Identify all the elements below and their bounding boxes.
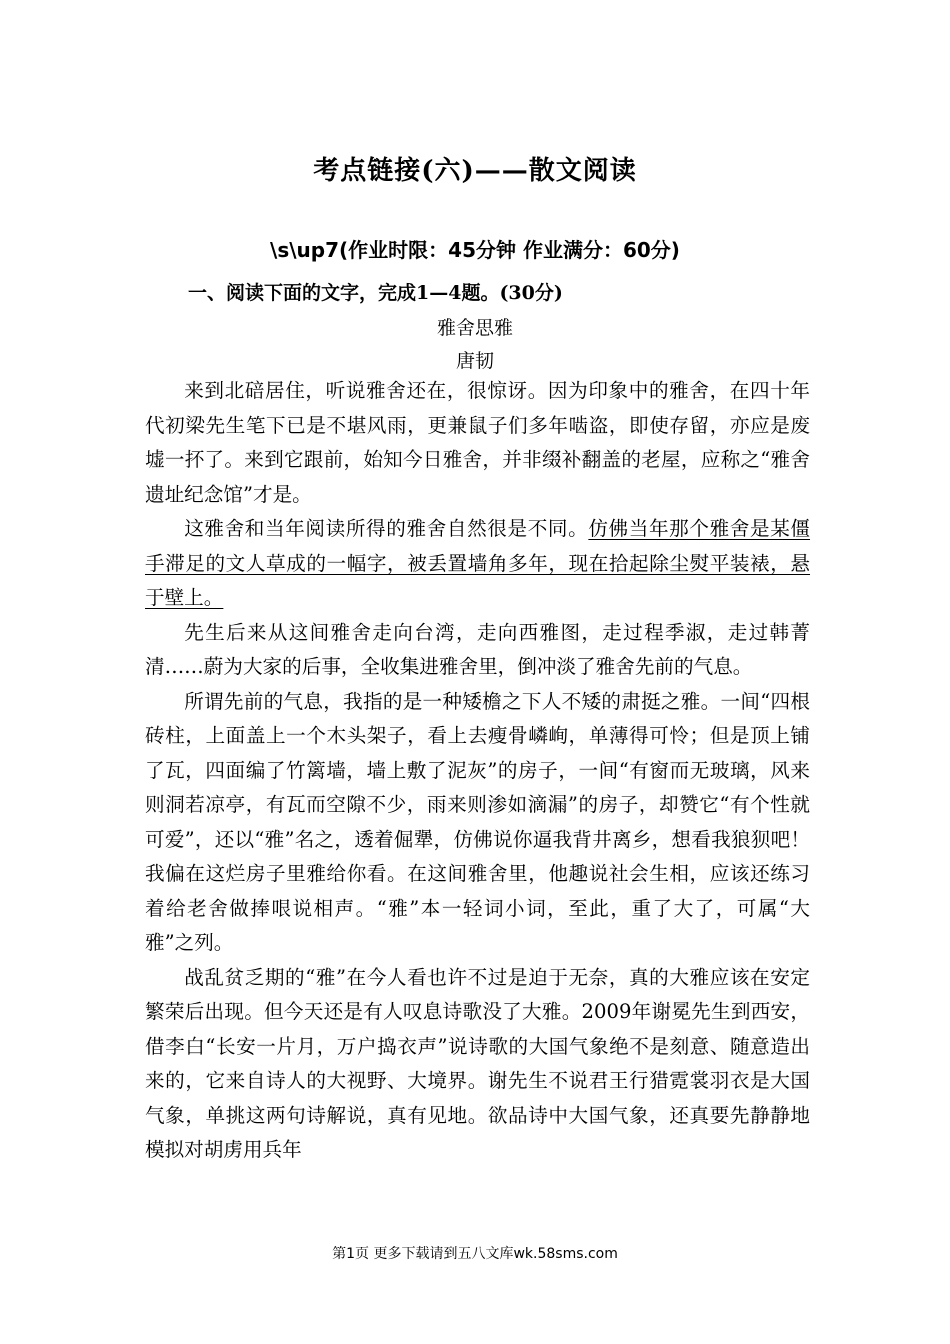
section-instruction: 一、阅读下面的文字，完成1—4题。(30分)	[188, 282, 563, 304]
underlined-sentence: 仿佛当年那个雅舍是某僵手滞足的文人草成的一幅字，被丢置墙角多年，现在拾起除尘熨平装裱，悬于壁上。	[145, 517, 811, 609]
paragraph-3: 先生后来从这间雅舍走向台湾，走向西雅图，走过程季淑，走过韩菁清……蔚为大家的后事，全收集进雅舍里，倒冲淡了雅舍先前的气息。	[145, 620, 810, 678]
assignment-info: \s\up7(作业时限：45分钟 作业满分：60分)	[270, 238, 680, 262]
paragraph-2-text: 这雅舍和当年阅读所得的雅舍自然很是不同。	[184, 517, 589, 540]
essay-author: 唐韧	[455, 350, 494, 372]
paragraph-1: 来到北碚居住，听说雅舍还在，很惊讶。因为印象中的雅舍，在四十年代初梁先生笔下已是不堪风雨，更兼鼠子们多年啮盗，即使存留，亦应是废墟一抔了。来到它跟前，始知今日雅舍，并非缀补翻盖的老屋，应称之“雅舍遗址纪念馆”才是。	[145, 379, 810, 506]
essay-title: 雅舍思雅	[436, 317, 513, 339]
essay-body	[145, 374, 810, 1168]
paragraph-5: 战乱贫乏期的“雅”在今人看也许不过是迫于无奈，真的大雅应该在安定繁荣后出现。但今天还是有人叹息诗歌没了大雅。2009年谢冕先生到西安，借李白“长安一片月，万户捣衣声”说诗歌的大国气象绝不是刻意、随意造出来的，它来自诗人的大视野、大境界。谢先生不说君王行猎霓裳羽衣是大国气象，单挑这两句诗解说，真有见地。欲品诗中大国气象，还真要先静静地模拟对胡虏用兵年	[145, 965, 810, 1161]
paragraph-2	[145, 512, 810, 616]
page-footer: 第1页 更多下载请到五八文库wk.58sms.com	[332, 1246, 618, 1262]
paragraph-4: 所谓先前的气息，我指的是一种矮檐之下人不矮的肃挺之雅。一间“四根砖柱，上面盖上一个木头架子，看上去瘦骨嶙峋，单薄得可怜；但是顶上铺了瓦，四面编了竹篱墙，墙上敷了泥灰”的房子，一间“有窗而无玻璃，风来则洞若凉亭，有瓦而空隙不少，雨来则渗如滴漏”的房子，却赞它“有个性就可爱”，还以“雅”名之，透着倔犟，仿佛说你逼我背井离乡，想看我狼狈吧！我偏在这烂房子里雅给你看。在这间雅舍里，他趣说社会生相，应该还练习着给老舍做捧哏说相声。“雅”本一轻词小词，至此，重了大了，可属“大雅”之列。	[145, 689, 810, 954]
page-title: 考点链接(六)——散文阅读	[313, 156, 637, 186]
